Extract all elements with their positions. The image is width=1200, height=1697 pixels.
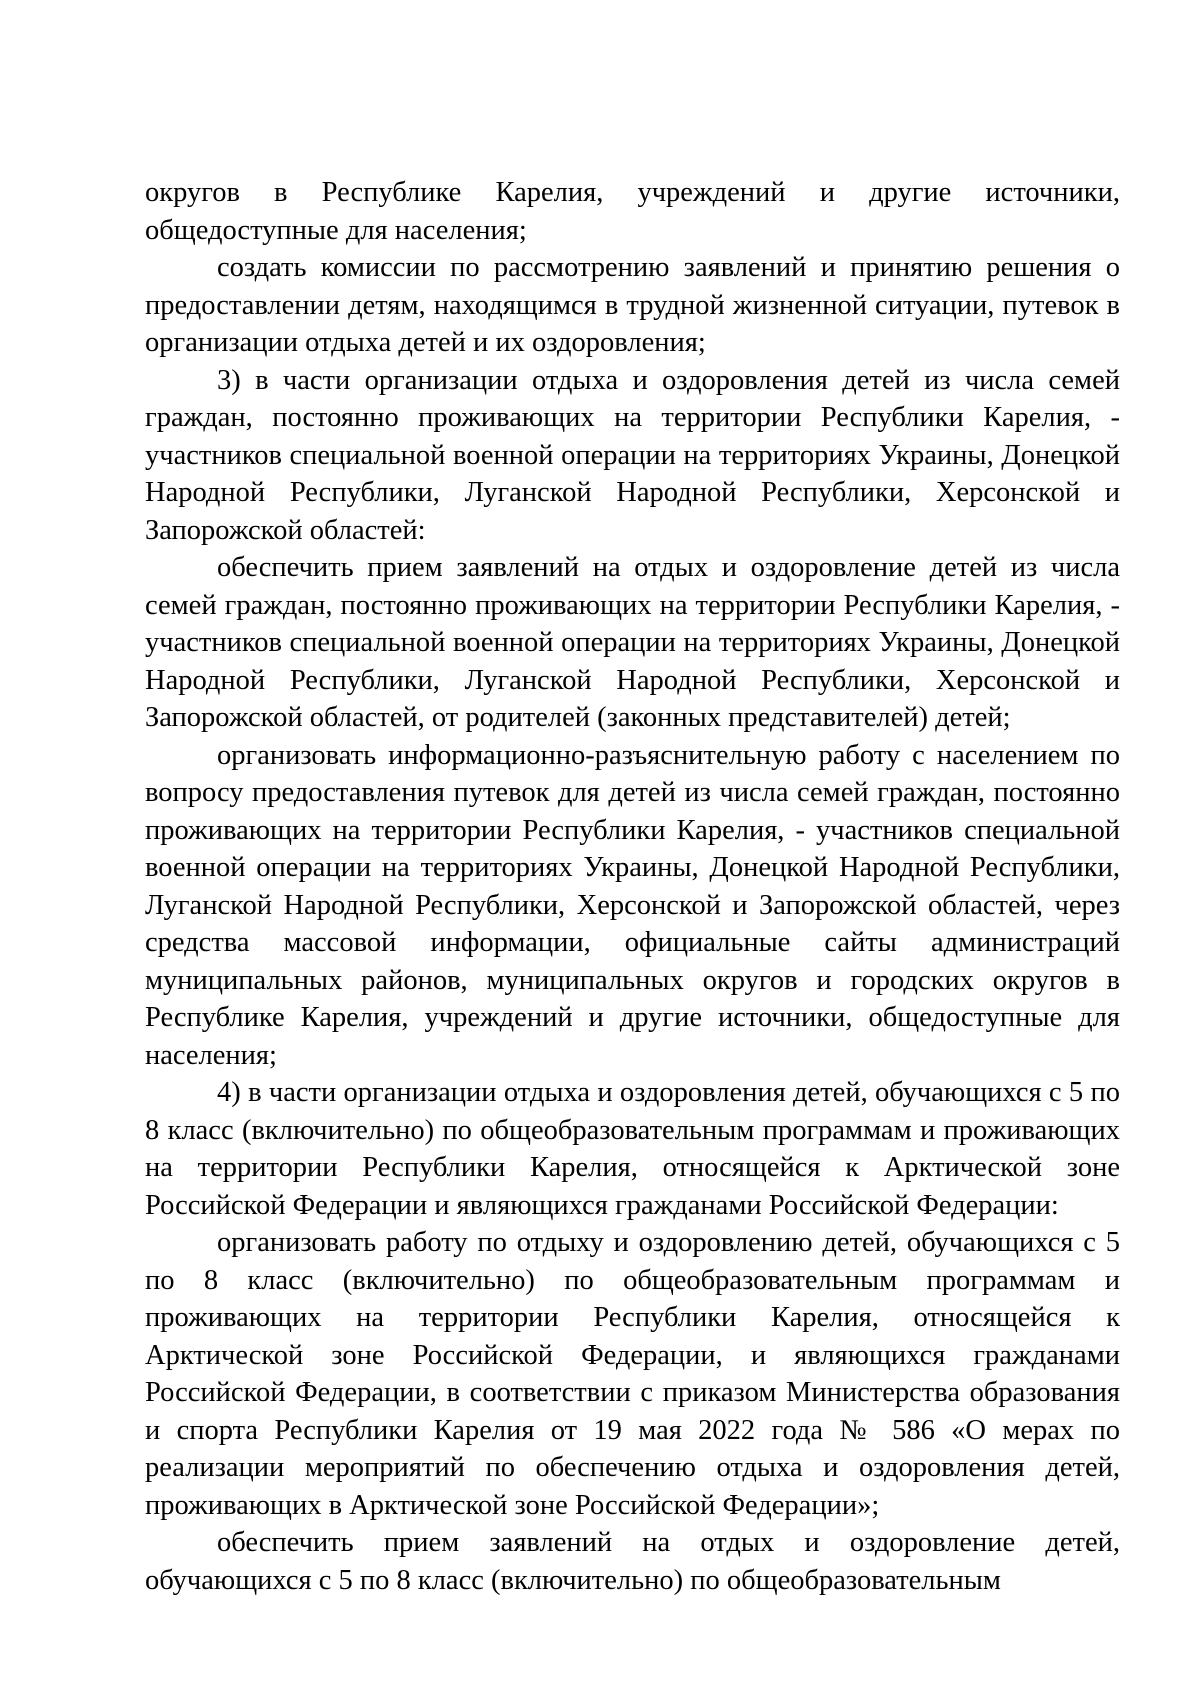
paragraph-item-4-applications: обеспечить прием заявлений на отдых и оздоровление детей, обучающихся с 5 по 8 класс (включительно) по общеобразовательным [145, 1527, 1120, 1596]
paragraph-commissions: создать комиссии по рассмотрению заявлений и принятию решения о предоставлении детям, находящимся в трудной жизненной ситуации, путевок в организации отдыха детей и их оздоровления; [145, 252, 1120, 358]
paragraph-continuation: округов в Республике Карелия, учреждений и другие источники, общедоступные для населения; [145, 177, 1120, 246]
paragraph-item-3-applications: обеспечить прием заявлений на отдых и оздоровление детей из числа семей граждан, постоянно проживающих на территории Республики Карелия, - участников специальной военной операции на территориях Украины, Донецкой Народной Республики, Луганской Народной Республики, Херсонской и Запорожской областей, от родителей (законных представителей) детей; [145, 552, 1120, 733]
paragraph-item-4-organize: организовать работу по отдыху и оздоровлению детей, обучающихся с 5 по 8 класс (включительно) по общеобразовательным программам и проживающих на территории Республики Карелия, относящейся к Арктической зоне Российской Федерации, и являющихся гражданами Российской Федерации, в соответствии с приказом Министерства образования и спорта Республики Карелия от 19 мая 2022 года № 586 «О мерах по реализации мероприятий по обеспечению отдыха и оздоровления детей, проживающих в Арктической зоне Российской Федерации»; [145, 1227, 1120, 1521]
paragraph-item-3-information: организовать информационно-разъяснительную работу с населением по вопросу предоставления путевок для детей из числа семей граждан, постоянно проживающих на территории Республики Карелия, - участников специальной военной операции на территориях Украины, Донецкой Народной Республики, Луганской Народной Республики, Херсонской и Запорожской областей, через средства массовой информации, официальные сайты администраций муниципальных районов, муниципальных округов и городских округов в Республике Карелия, учреждений и другие источники, общедоступные для населения; [145, 739, 1120, 1071]
paragraph-item-3: 3) в части организации отдыха и оздоровления детей из числа семей граждан, постоянно проживающих на территории Республики Карелия, - участников специальной военной операции на территориях Украины, Донецкой Народной Республики, Луганской Народной Республики, Херсонской и Запорожской областей: [145, 364, 1120, 546]
paragraph-item-4: 4) в части организации отдыха и оздоровления детей, обучающихся с 5 по 8 класс (включительно) по общеобразовательным программам и проживающих на территории Республики Карелия, относящейся к Арктической зоне Российской Федерации и являющихся гражданами Российской Федерации: [145, 1077, 1120, 1221]
document-body [145, 174, 1120, 1599]
